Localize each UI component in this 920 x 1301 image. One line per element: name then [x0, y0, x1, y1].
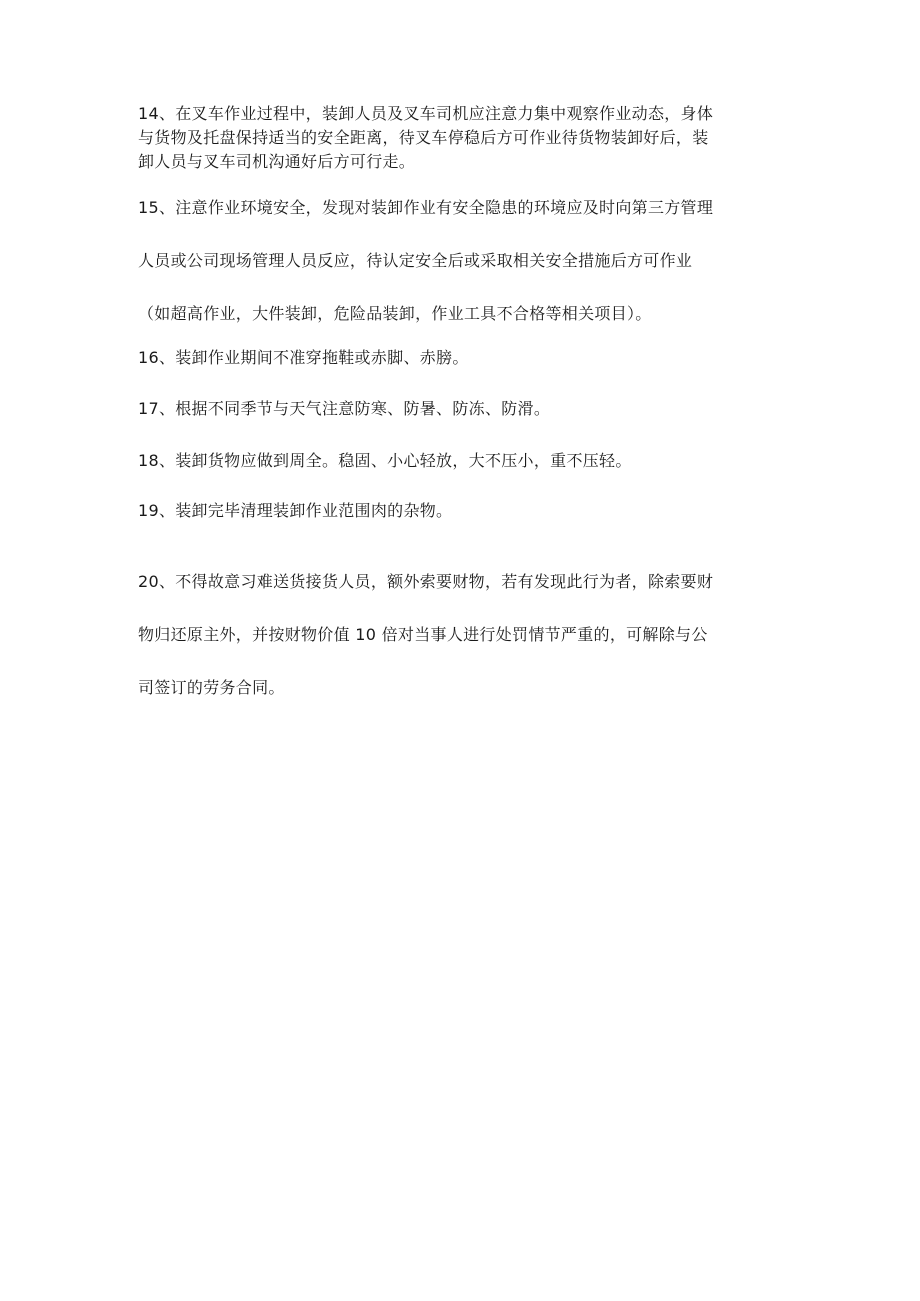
rule-15	[138, 181, 788, 340]
rule-15-line-2: 人员或公司现场管理人员反应，待认定安全后或采取相关安全措施后方可作业	[138, 251, 693, 270]
rule-20-line-2: 物归还原主外，并按财物价值 10 倍对当事人进行处罚情节严重的，可解除与公	[138, 625, 708, 644]
rule-19-line-1: 19、装卸完毕清理装卸作业范围肉的杂物。	[138, 501, 453, 520]
rule-14-line-1: 14、在叉车作业过程中，装卸人员及叉车司机应注意力集中观察作业动态，身体	[138, 104, 714, 123]
rule-19	[138, 499, 788, 523]
rule-17	[138, 397, 788, 421]
rule-14-line-2: 与货物及托盘保持适当的安全距离，待叉车停稳后方可作业待货物装卸好后，装	[138, 128, 709, 147]
rule-18-line-1: 18、装卸货物应做到周全。稳固、小心轻放，大不压小，重不压轻。	[138, 451, 632, 470]
rule-20	[138, 555, 788, 714]
rule-14-line-3: 卸人员与叉车司机沟通好后方可行走。	[138, 152, 416, 171]
rule-14	[138, 102, 788, 174]
rule-16-line-1: 16、装卸作业期间不准穿拖鞋或赤脚、赤膀。	[138, 348, 469, 367]
rule-17-line-1: 17、根据不同季节与天气注意防寒、防暑、防冻、防滑。	[138, 399, 551, 418]
rule-18	[138, 449, 788, 473]
rule-20-line-3: 司签订的劳务合同。	[138, 678, 285, 697]
rule-16	[138, 346, 788, 370]
rule-15-line-1: 15、注意作业环境安全，发现对装卸作业有安全隐患的环境应及时向第三方管理	[138, 198, 714, 217]
rule-15-line-3: （如超高作业，大件装卸，危险品装卸，作业工具不合格等相关项目）。	[138, 304, 652, 323]
rule-20-line-1: 20、不得故意习难送货接货人员，额外索要财物，若有发现此行为者，除索要财	[138, 572, 714, 591]
